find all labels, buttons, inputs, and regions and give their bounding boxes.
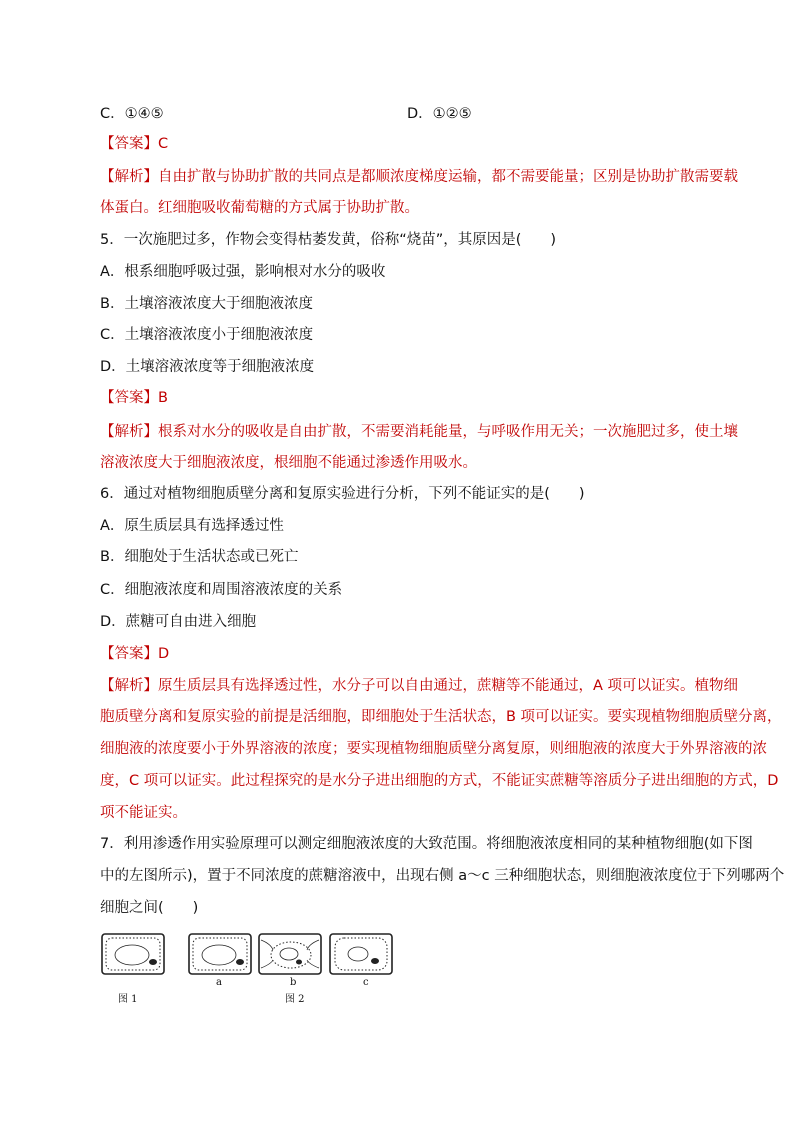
fig1-label: 图 1 — [118, 994, 138, 1005]
q6-analysis-line-5: 项不能证实。 — [100, 805, 187, 821]
answer-value: C — [158, 136, 169, 152]
q7-stem-line-1: 7．利用渗透作用实验原理可以测定细胞液浓度的大致范围。将细胞液浓度相同的某种植物细胞(如下图 — [100, 836, 753, 852]
analysis-tag: 【解析】 — [100, 169, 158, 185]
q5-option-b: B．土壤溶液浓度大于细胞液浓度 — [100, 296, 313, 312]
q6-option-a: A．原生质层具有选择透过性 — [100, 518, 284, 534]
analysis-tag: 【解析】 — [100, 424, 158, 440]
answer-value: D — [158, 646, 170, 662]
q5-answer — [100, 388, 168, 408]
q6-stem: 6．通过对植物细胞质壁分离和复原实验进行分析，下列不能证实的是( ) — [100, 486, 585, 502]
answer-tag: 【答案】 — [100, 136, 158, 152]
cell-b-label: b — [290, 977, 297, 988]
q5-option-c: C．土壤溶液浓度小于细胞液浓度 — [100, 327, 314, 343]
analysis-tag: 【解析】 — [100, 678, 158, 694]
q6-analysis-line-1 — [100, 676, 738, 696]
q5-option-a: A．根系细胞呼吸过强，影响根对水分的吸收 — [100, 264, 386, 280]
cell-figure — [100, 932, 400, 1005]
q4-answer — [100, 134, 168, 154]
answer-value: B — [158, 390, 168, 406]
cell-c-label: c — [363, 977, 369, 988]
cell-a — [189, 934, 251, 974]
q6-answer — [100, 644, 169, 664]
q6-option-b: B．细胞处于生活状态或已死亡 — [100, 549, 299, 565]
q4-analysis-line-1 — [100, 167, 738, 187]
fig1-cell — [102, 934, 164, 974]
q6-analysis-line-2: 胞质壁分离和复原实验的前提是活细胞，即细胞处于生活状态，B 项可以证实。要实现植物细胞质壁分离， — [100, 709, 782, 725]
analysis-text: 自由扩散与协助扩散的共同点是都顺浓度梯度运输，都不需要能量；区别是协助扩散需要载 — [158, 169, 738, 185]
q6-option-d: D．蔗糖可自由进入细胞 — [100, 614, 257, 630]
q5-analysis-line-2: 溶液浓度大于细胞液浓度，根细胞不能通过渗透作用吸水。 — [100, 455, 477, 471]
cell-diagram — [100, 932, 400, 984]
q6-analysis-line-4: 度，C 项可以证实。此过程探究的是水分子进出细胞的方式，不能证实蔗糖等溶质分子进出细胞的方式，D — [100, 773, 779, 789]
answer-tag: 【答案】 — [100, 390, 158, 406]
cell-b — [259, 934, 321, 974]
q5-analysis-line-1 — [100, 422, 738, 442]
cell-a-label: a — [216, 977, 222, 988]
q7-stem-line-2: 中的左图所示)，置于不同浓度的蔗糖溶液中，出现右侧 a～c 三种细胞状态，则细胞液浓度位于下列哪两个 — [100, 868, 785, 884]
q5-stem: 5．一次施肥过多，作物会变得枯萎发黄，俗称“烧苗”，其原因是( ) — [100, 232, 557, 248]
q4-analysis-line-2: 体蛋白。红细胞吸收葡萄糖的方式属于协助扩散。 — [100, 200, 419, 216]
answer-tag: 【答案】 — [100, 646, 158, 662]
q4-option-c: C．①④⑤ — [100, 106, 164, 122]
analysis-text: 根系对水分的吸收是自由扩散，不需要消耗能量，与呼吸作用无关；一次施肥过多，使土壤 — [158, 424, 738, 440]
q6-option-c: C．细胞液浓度和周围溶液浓度的关系 — [100, 582, 343, 598]
q6-analysis-line-3: 细胞液的浓度要小于外界溶液的浓度；要实现植物细胞质壁分离复原，则细胞液的浓度大于外界溶液的浓 — [100, 741, 767, 757]
fig2-label: 图 2 — [285, 994, 305, 1005]
q4-option-d: D．①②⑤ — [407, 106, 472, 122]
q5-option-d: D．土壤溶液浓度等于细胞液浓度 — [100, 359, 315, 375]
cell-c — [330, 934, 392, 974]
analysis-text: 原生质层具有选择透过性，水分子可以自由通过，蔗糖等不能通过，A 项可以证实。植物细 — [158, 678, 739, 694]
q7-stem-line-3: 细胞之间( ) — [100, 900, 199, 916]
